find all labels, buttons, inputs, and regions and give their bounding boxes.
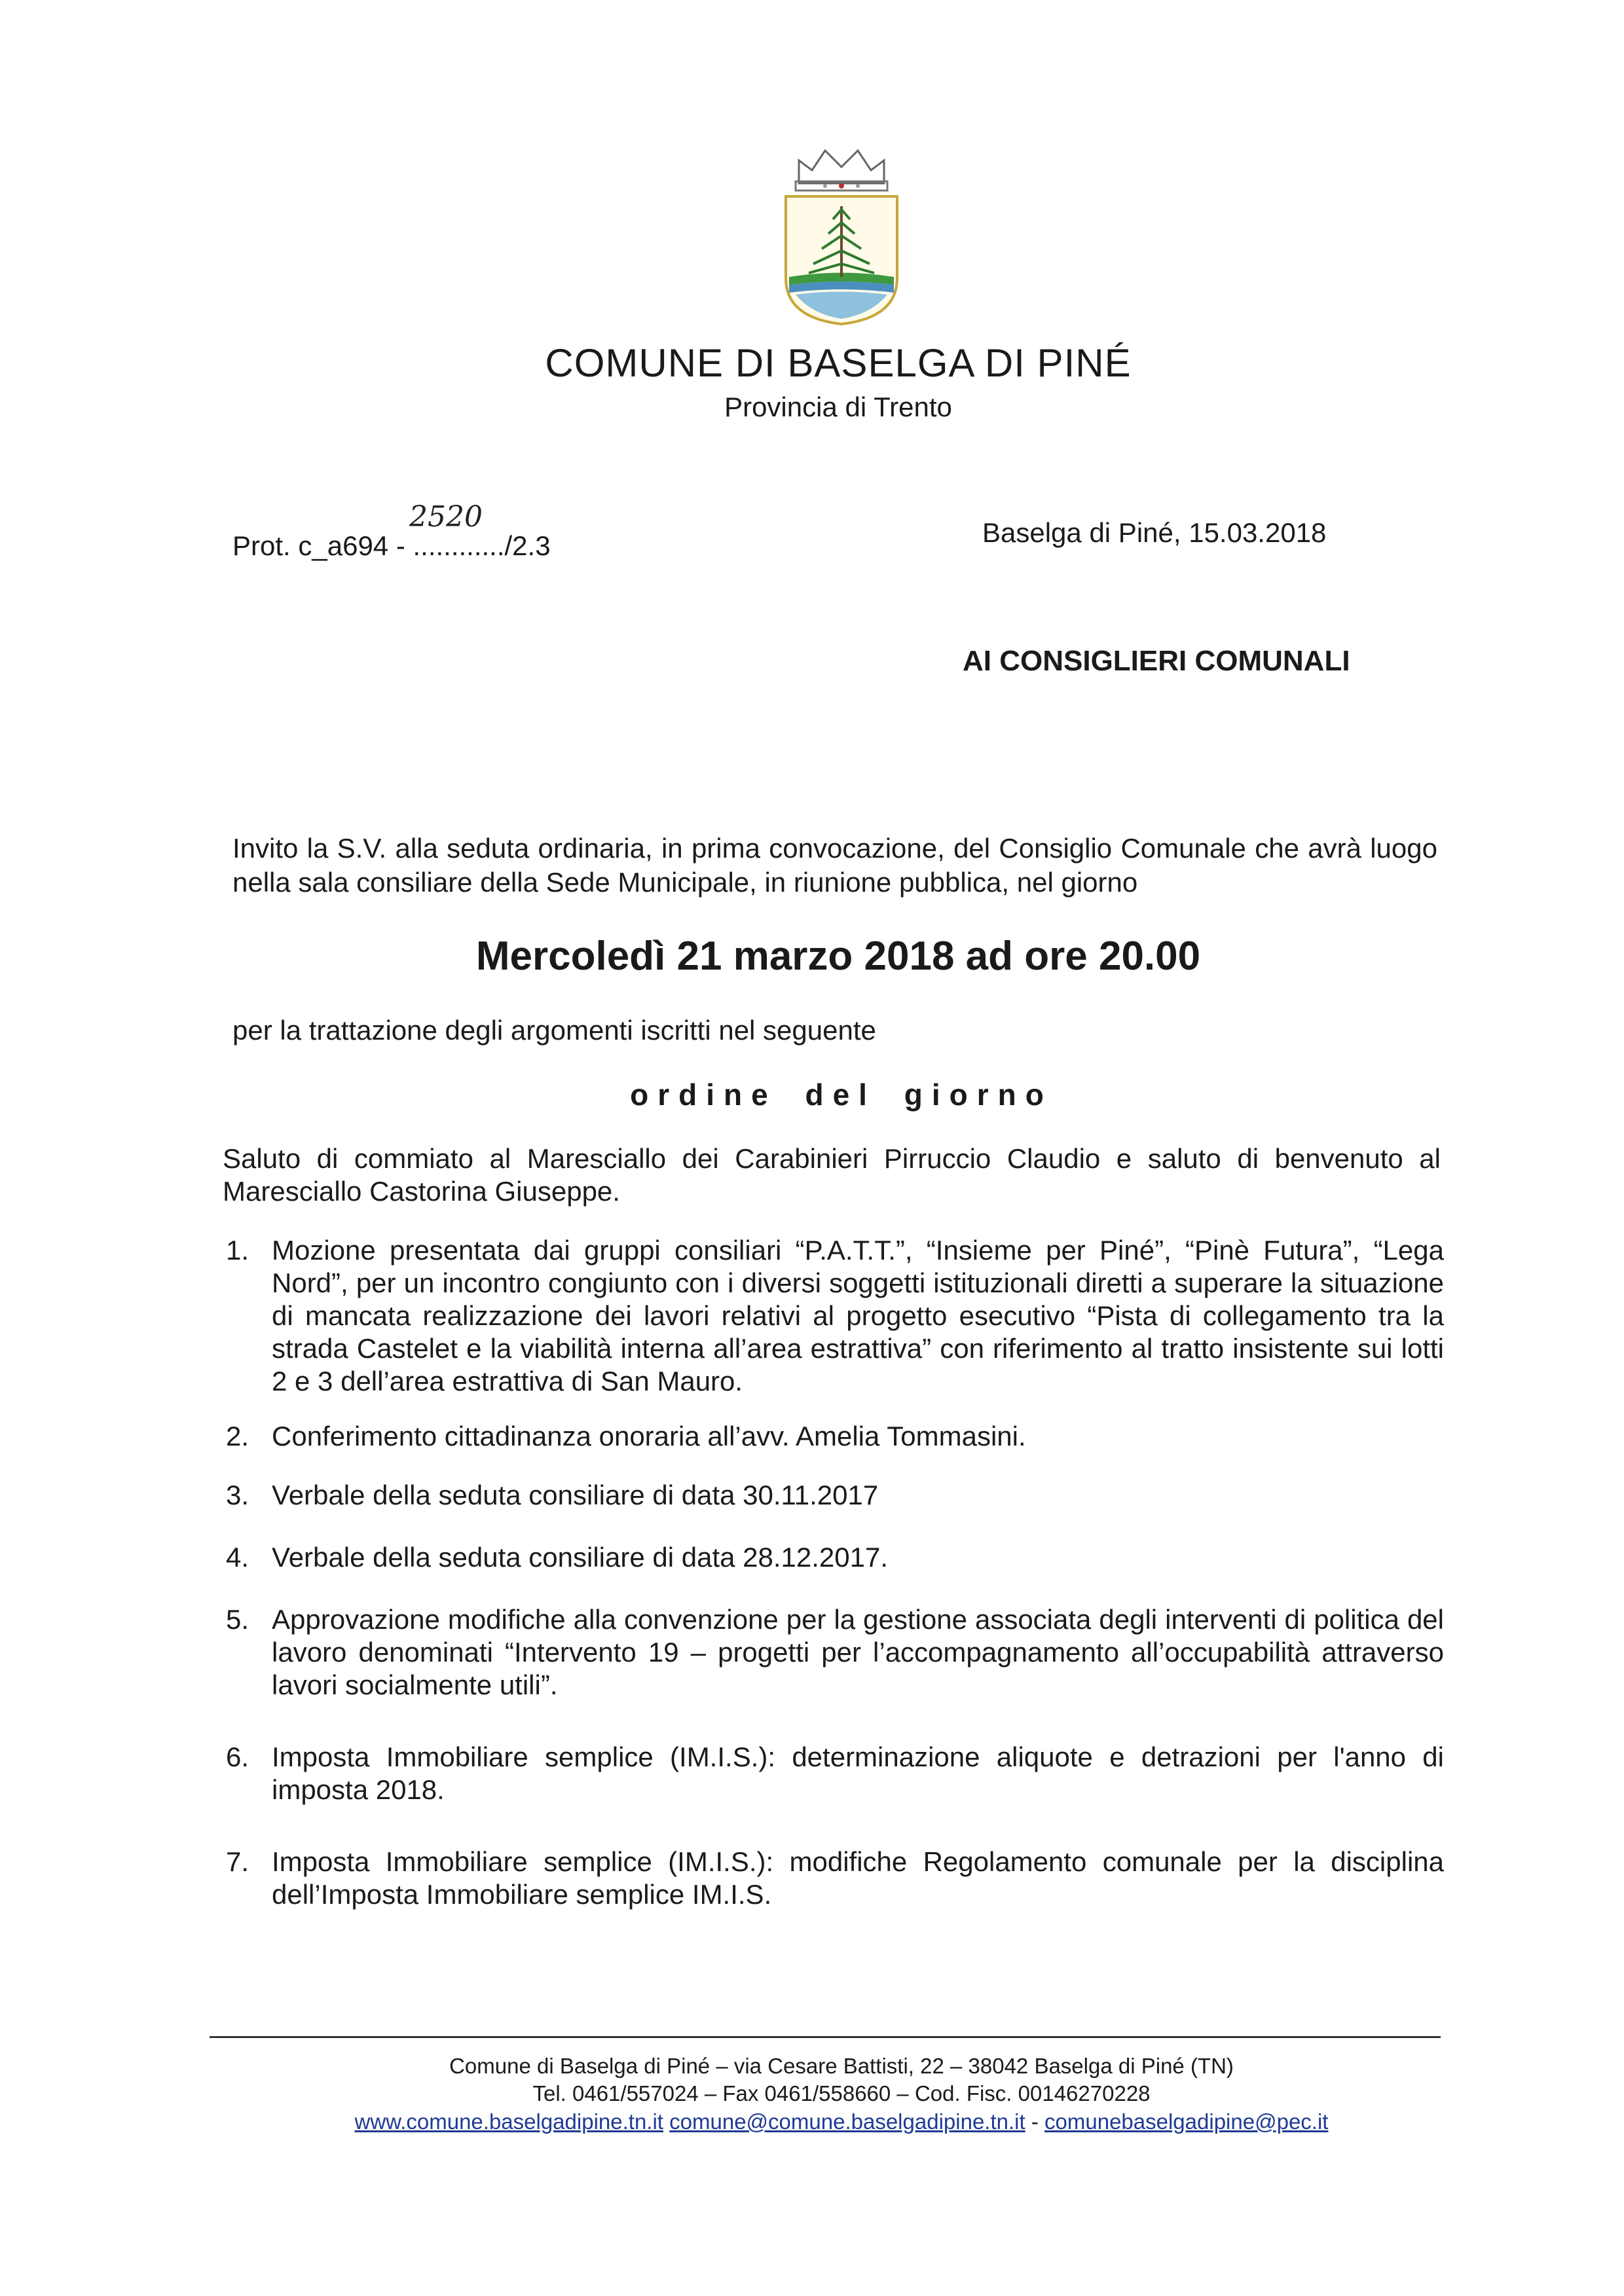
agenda-item-text: Approvazione modifiche alla convenzione per la gestione associata degli interventi di politica del lavoro denominati “Intervento 19 – progetti per l’accompagnamento all’occupabilità attraverso lavori socialmente utili”. bbox=[272, 1604, 1444, 1700]
agenda-item-number: 7. bbox=[226, 1846, 249, 1877]
agenda-item bbox=[226, 1741, 1444, 1806]
agenda-title-word: ordine bbox=[630, 1078, 777, 1112]
agenda-item-text: Imposta Immobiliare semplice (IM.I.S.): modifiche Regolamento comunale per la disciplina dell’Imposta Immobiliare semplice IM.I.S. bbox=[272, 1846, 1444, 1910]
agenda-list bbox=[226, 1234, 1444, 1911]
agenda-item-number: 2. bbox=[226, 1421, 249, 1451]
meeting-date: Mercoledì 21 marzo 2018 ad ore 20.00 bbox=[475, 934, 1201, 979]
footer-links bbox=[0, 2108, 1624, 2136]
agenda-title-word: giorno bbox=[904, 1078, 1053, 1112]
agenda-item-text: Conferimento cittadinanza onoraria all’avv. Amelia Tommasini. bbox=[272, 1421, 1026, 1451]
agenda-item-text: Mozione presentata dai gruppi consiliari “P.A.T.T.”, “Insieme per Piné”, “Pinè Futura”, “Lega Nord”, per un incontro congiunto con i diversi soggetti istituzionali diretti a superare la situazione di mancata realizzazione dei lavori relativi al progetto esecutivo “Pista di collegamento tra la strada Castelet e la viabilità interna all’area estrattiva” con riferimento al tratto insistente sui lotti 2 e 3 dell’area estrattiva di San Mauro. bbox=[272, 1235, 1444, 1396]
municipality-title: COMUNE DI BASELGA DI PINÉ bbox=[545, 341, 1132, 385]
footer-address: Comune di Baselga di Piné – via Cesare Battisti, 22 – 38042 Baselga di Piné (TN) bbox=[449, 2054, 1234, 2078]
agenda-item-number: 4. bbox=[226, 1542, 249, 1573]
municipal-coat-of-arms-icon bbox=[760, 121, 923, 331]
recipient: AI CONSIGLIERI COMUNALI bbox=[963, 645, 1350, 677]
province-subtitle: Provincia di Trento bbox=[724, 392, 952, 422]
agenda-item-number: 1. bbox=[226, 1235, 249, 1266]
agenda-title-word: del bbox=[805, 1078, 876, 1112]
agenda-item bbox=[226, 1603, 1444, 1702]
agenda-item bbox=[226, 1479, 1444, 1512]
agenda-title bbox=[0, 1077, 1624, 1112]
agenda-item-number: 6. bbox=[226, 1741, 249, 1772]
protocol-number bbox=[232, 500, 551, 562]
agenda-item-number: 5. bbox=[226, 1604, 249, 1635]
agenda-item-text: Verbale della seduta consiliare di data 30.11.2017 bbox=[272, 1480, 879, 1510]
footer-separator: - bbox=[1031, 2109, 1045, 2134]
treatment-line: per la trattazione degli argomenti iscritti nel seguente bbox=[232, 1015, 876, 1046]
protocol-text: Prot. c_a694 - ............/2.3 bbox=[232, 530, 551, 561]
email-link[interactable]: comune@comune.baselgadipine.tn.it bbox=[669, 2109, 1025, 2134]
agenda-item-number: 3. bbox=[226, 1480, 249, 1510]
preamble-paragraph: Saluto di commiato al Maresciallo dei Carabinieri Pirruccio Claudio e saluto di benvenuto al Maresciallo Castorina Giuseppe. bbox=[223, 1143, 1441, 1207]
agenda-item bbox=[226, 1234, 1444, 1398]
invitation-paragraph: Invito la S.V. alla seduta ordinaria, in prima convocazione, del Consiglio Comunale che avrà luogo nella sala consiliare della Sede Municipale, in riunione pubblica, nel giorno bbox=[232, 833, 1437, 898]
footer-contacts: Tel. 0461/557024 – Fax 0461/558660 – Cod. Fisc. 00146270228 bbox=[532, 2081, 1151, 2105]
place-date: Baselga di Piné, 15.03.2018 bbox=[982, 517, 1327, 548]
website-link[interactable]: www.comune.baselgadipine.tn.it bbox=[354, 2109, 663, 2134]
agenda-item bbox=[226, 1541, 1444, 1574]
agenda-item-text: Verbale della seduta consiliare di data 28.12.2017. bbox=[272, 1542, 889, 1573]
agenda-item-text: Imposta Immobiliare semplice (IM.I.S.): determinazione aliquote e detrazioni per l'anno di imposta 2018. bbox=[272, 1741, 1444, 1805]
footer-divider bbox=[210, 2036, 1441, 2038]
agenda-item bbox=[226, 1420, 1444, 1453]
protocol-handwritten-number: 2520 bbox=[409, 500, 483, 534]
agenda-item bbox=[226, 1846, 1444, 1911]
pec-link[interactable]: comunebaselgadipine@pec.it bbox=[1044, 2109, 1329, 2134]
